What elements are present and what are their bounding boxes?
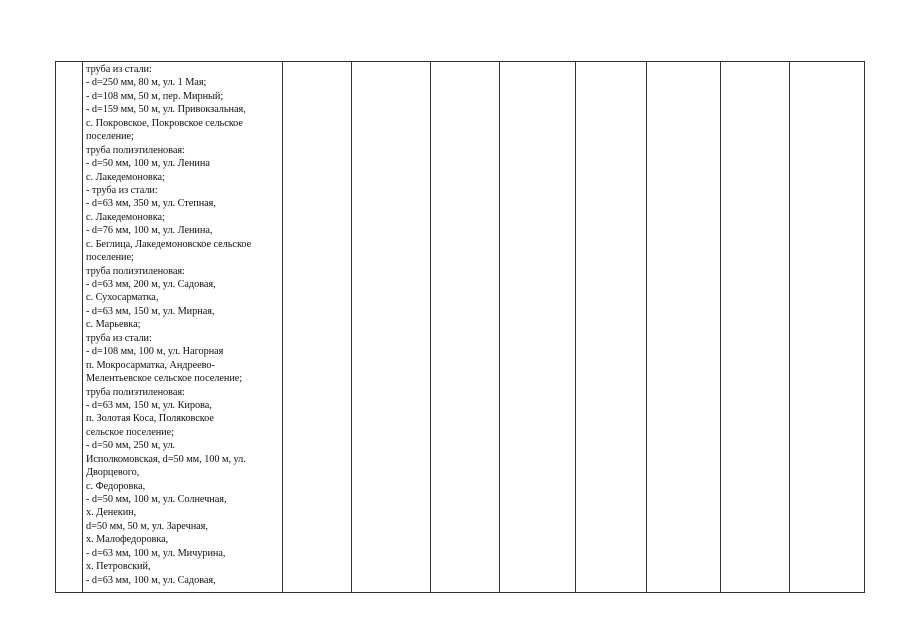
column-divider: [499, 62, 500, 592]
document-table: [55, 61, 865, 593]
description-line: труба полиэтиленовая:: [86, 144, 185, 156]
description-line: Дворцевого,: [86, 467, 140, 479]
description-line: Мелентьевское сельское поселение;: [86, 373, 243, 385]
description-line: - d=50 мм, 100 м, ул. Солнечная,: [86, 494, 227, 505]
column-divider: [789, 62, 790, 592]
description-line: с. Федоровка,: [86, 480, 146, 492]
description-line: с. Покровское, Покровское сельское: [86, 117, 243, 129]
description-line: поселение;: [86, 252, 134, 264]
description-line: - d=50 мм, 250 м, ул.: [86, 440, 176, 452]
column-divider: [575, 62, 576, 592]
description-line: - d=76 мм, 100 м, ул. Ленина,: [86, 225, 213, 237]
description-line: - d=108 мм, 100 м, ул. Нагорная: [86, 346, 224, 358]
description-line: с. Марьевка;: [86, 319, 141, 331]
description-line: поселение;: [86, 131, 134, 143]
description-line: - d=63 мм, 100 м, ул. Мичурина,: [86, 547, 226, 559]
description-line: п. Мокросарматка, Андреево-: [86, 359, 215, 371]
description-line: с. Лакедемоновка;: [86, 211, 165, 223]
description-line: труба полиэтиленовая:: [86, 265, 185, 277]
description-line: труба из стали:: [86, 64, 152, 75]
description-line: - d=63 мм, 200 м, ул. Садовая,: [86, 279, 216, 290]
description-line: - d=63 мм, 150 м, ул. Кирова,: [86, 399, 212, 411]
description-line: - d=108 мм, 50 м, пер. Мирный;: [86, 90, 224, 102]
description-line: Исполкомовская, d=50 мм, 100 м, ул.: [86, 453, 246, 465]
column-divider: [646, 62, 647, 592]
description-line: труба из стали:: [86, 332, 152, 344]
column-divider: [430, 62, 431, 592]
description-line: х. Денекин,: [86, 507, 137, 519]
description-line: х. Малофедоровка,: [86, 534, 169, 546]
column-divider: [82, 62, 83, 592]
description-line: - d=159 мм, 50 м, ул. Привокзальная,: [86, 104, 246, 116]
description-line: п. Золотая Коса, Поляковское: [86, 413, 214, 425]
description-line: - d=63 мм, 350 м, ул. Степная,: [86, 198, 216, 210]
description-line: - d=50 мм, 100 м, ул. Ленина: [86, 158, 210, 170]
column-divider: [351, 62, 352, 592]
description-line: - d=63 мм, 150 м, ул. Мирная,: [86, 305, 215, 317]
description-line: d=50 мм, 50 м, ул. Заречная,: [86, 520, 208, 532]
description-line: с. Лакедемоновка;: [86, 171, 165, 183]
description-line: х. Петровский,: [86, 561, 151, 573]
column-divider: [720, 62, 721, 592]
description-line: - d=63 мм, 100 м, ул. Садовая,: [86, 574, 216, 586]
description-line: с. Беглица, Лакедемоновское сельское: [86, 238, 252, 250]
description-line: - труба из стали:: [86, 184, 158, 196]
pipeline-description-cell: [84, 63, 286, 587]
description-line: труба полиэтиленовая:: [86, 386, 185, 398]
description-line: сельское поселение;: [86, 426, 174, 438]
description-line: с. Сухосарматка,: [86, 292, 159, 304]
description-line: - d=250 мм, 80 м, ул. 1 Мая;: [86, 77, 207, 89]
